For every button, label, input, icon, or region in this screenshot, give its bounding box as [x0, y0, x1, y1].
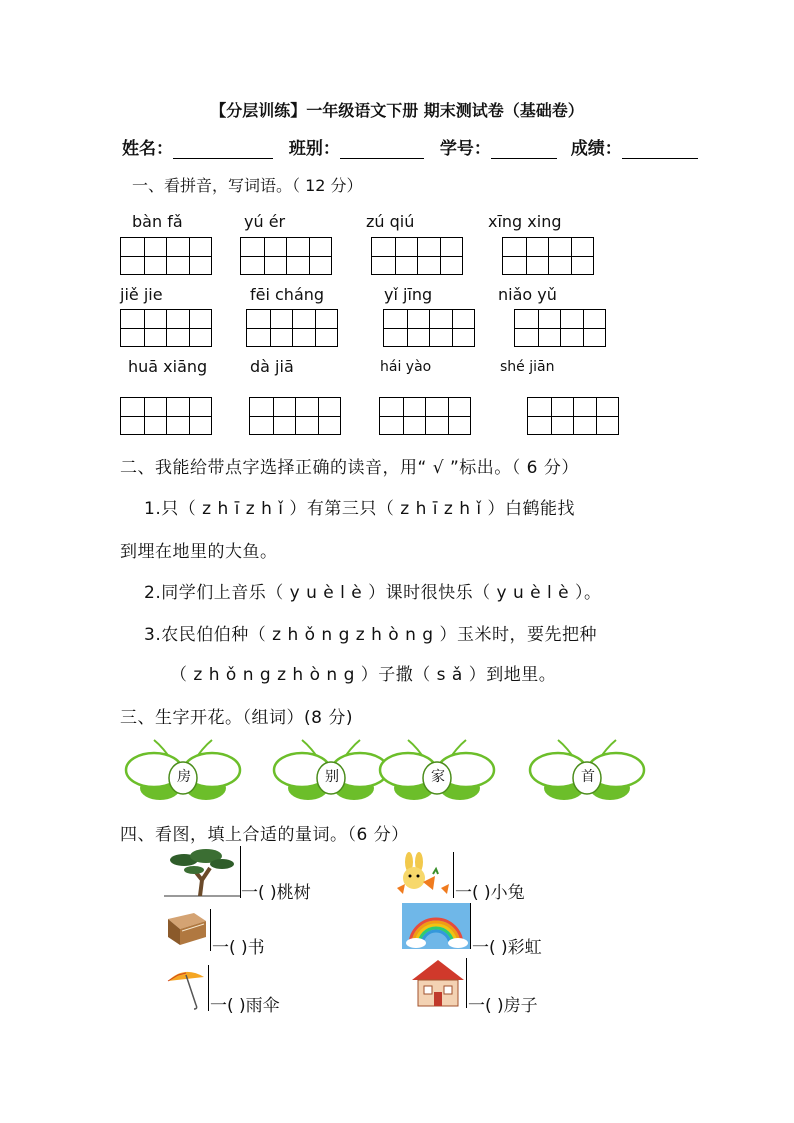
- word-flower: [272, 738, 390, 802]
- peach-tree-image: [164, 846, 241, 898]
- tianzige-box[interactable]: [371, 237, 463, 275]
- measure-word-item: 一( )房子: [468, 996, 538, 1016]
- pinyin: huā xiāng: [128, 357, 208, 376]
- question-2-1: 1.只（ z h ī z h ǐ ）有第三只（ z h ī z h ǐ ）白鹤能找: [144, 499, 576, 519]
- word-flower: [378, 738, 496, 802]
- umbrella-image: [164, 965, 209, 1011]
- pinyin: fēi cháng: [250, 285, 325, 304]
- flower-char: 家: [431, 769, 445, 785]
- tianzige-box[interactable]: [120, 237, 212, 275]
- tianzige-box[interactable]: [249, 397, 341, 435]
- word-flower: [124, 738, 242, 802]
- measure-word-item: 一( )彩虹: [472, 938, 542, 958]
- rabbit-image: [391, 852, 454, 898]
- pinyin: jiě jie: [120, 285, 163, 304]
- pinyin: zú qiú: [366, 212, 415, 231]
- pinyin: shé jiān: [500, 359, 555, 375]
- section-4-heading: 四、看图，填上合适的量词。（6 分）: [120, 825, 409, 845]
- word-flower: [528, 738, 646, 802]
- class-label: 班别：: [288, 139, 340, 159]
- question-2-3-cont: （ z h ǒ n g z h ò n g ）子撒（ s ǎ ）到地里。: [170, 665, 557, 685]
- name-label: 姓名：: [122, 139, 173, 159]
- section-2-heading: 二、我能给带点字选择正确的读音，用“ √ ”标出。（ 6 分）: [120, 458, 579, 478]
- section-3-heading: 三、生字开花。（组词）(8 分): [120, 708, 353, 728]
- tianzige-box[interactable]: [120, 309, 212, 347]
- tianzige-box[interactable]: [383, 309, 475, 347]
- question-2-3: 3.农民伯伯种（ z h ǒ n g z h ò n g ）玉米时，要先把种: [144, 625, 597, 645]
- section-1-heading: 一、看拼音，写词语。（ 12 分）: [132, 176, 363, 195]
- tianzige-box[interactable]: [246, 309, 338, 347]
- class-field[interactable]: [340, 142, 424, 159]
- number-field[interactable]: [491, 142, 557, 159]
- pinyin: yú ér: [244, 212, 286, 231]
- score-label: 成绩：: [570, 139, 622, 159]
- tianzige-box[interactable]: [120, 397, 212, 435]
- pinyin: yǐ jīng: [384, 285, 433, 304]
- pinyin: hái yào: [380, 359, 432, 375]
- measure-word-item: 一( )桃树: [241, 883, 311, 903]
- info-row: [122, 134, 698, 159]
- pinyin: bàn fǎ: [132, 212, 183, 231]
- score-field[interactable]: [622, 142, 698, 159]
- question-2-1-cont: 到埋在地里的大鱼。: [120, 542, 278, 562]
- flower-char: 房: [177, 769, 191, 785]
- measure-word-item: 一( )雨伞: [210, 996, 280, 1016]
- house-image: [410, 958, 467, 1008]
- flower-char: 首: [581, 769, 595, 785]
- pinyin: xīng xing: [488, 212, 562, 231]
- tianzige-box[interactable]: [502, 237, 594, 275]
- number-label: 学号：: [439, 139, 491, 159]
- tianzige-box[interactable]: [379, 397, 471, 435]
- measure-word-item: 一( )书: [212, 938, 265, 958]
- flower-char: 别: [325, 769, 339, 785]
- tianzige-box[interactable]: [527, 397, 619, 435]
- question-2-2: 2.同学们上音乐（ y u è l è ）课时很快乐（ y u è l è ）。: [144, 583, 602, 603]
- book-image: [164, 909, 211, 951]
- tianzige-box[interactable]: [514, 309, 606, 347]
- tianzige-box[interactable]: [240, 237, 332, 275]
- page-title: 【分层训练】一年级语文下册 期末测试卷（基础卷）: [210, 101, 584, 120]
- name-field[interactable]: [173, 142, 273, 159]
- rainbow-image: [402, 903, 471, 949]
- pinyin: niǎo yǔ: [498, 285, 557, 304]
- pinyin: dà jiā: [250, 357, 294, 376]
- measure-word-item: 一( )小兔: [455, 883, 525, 903]
